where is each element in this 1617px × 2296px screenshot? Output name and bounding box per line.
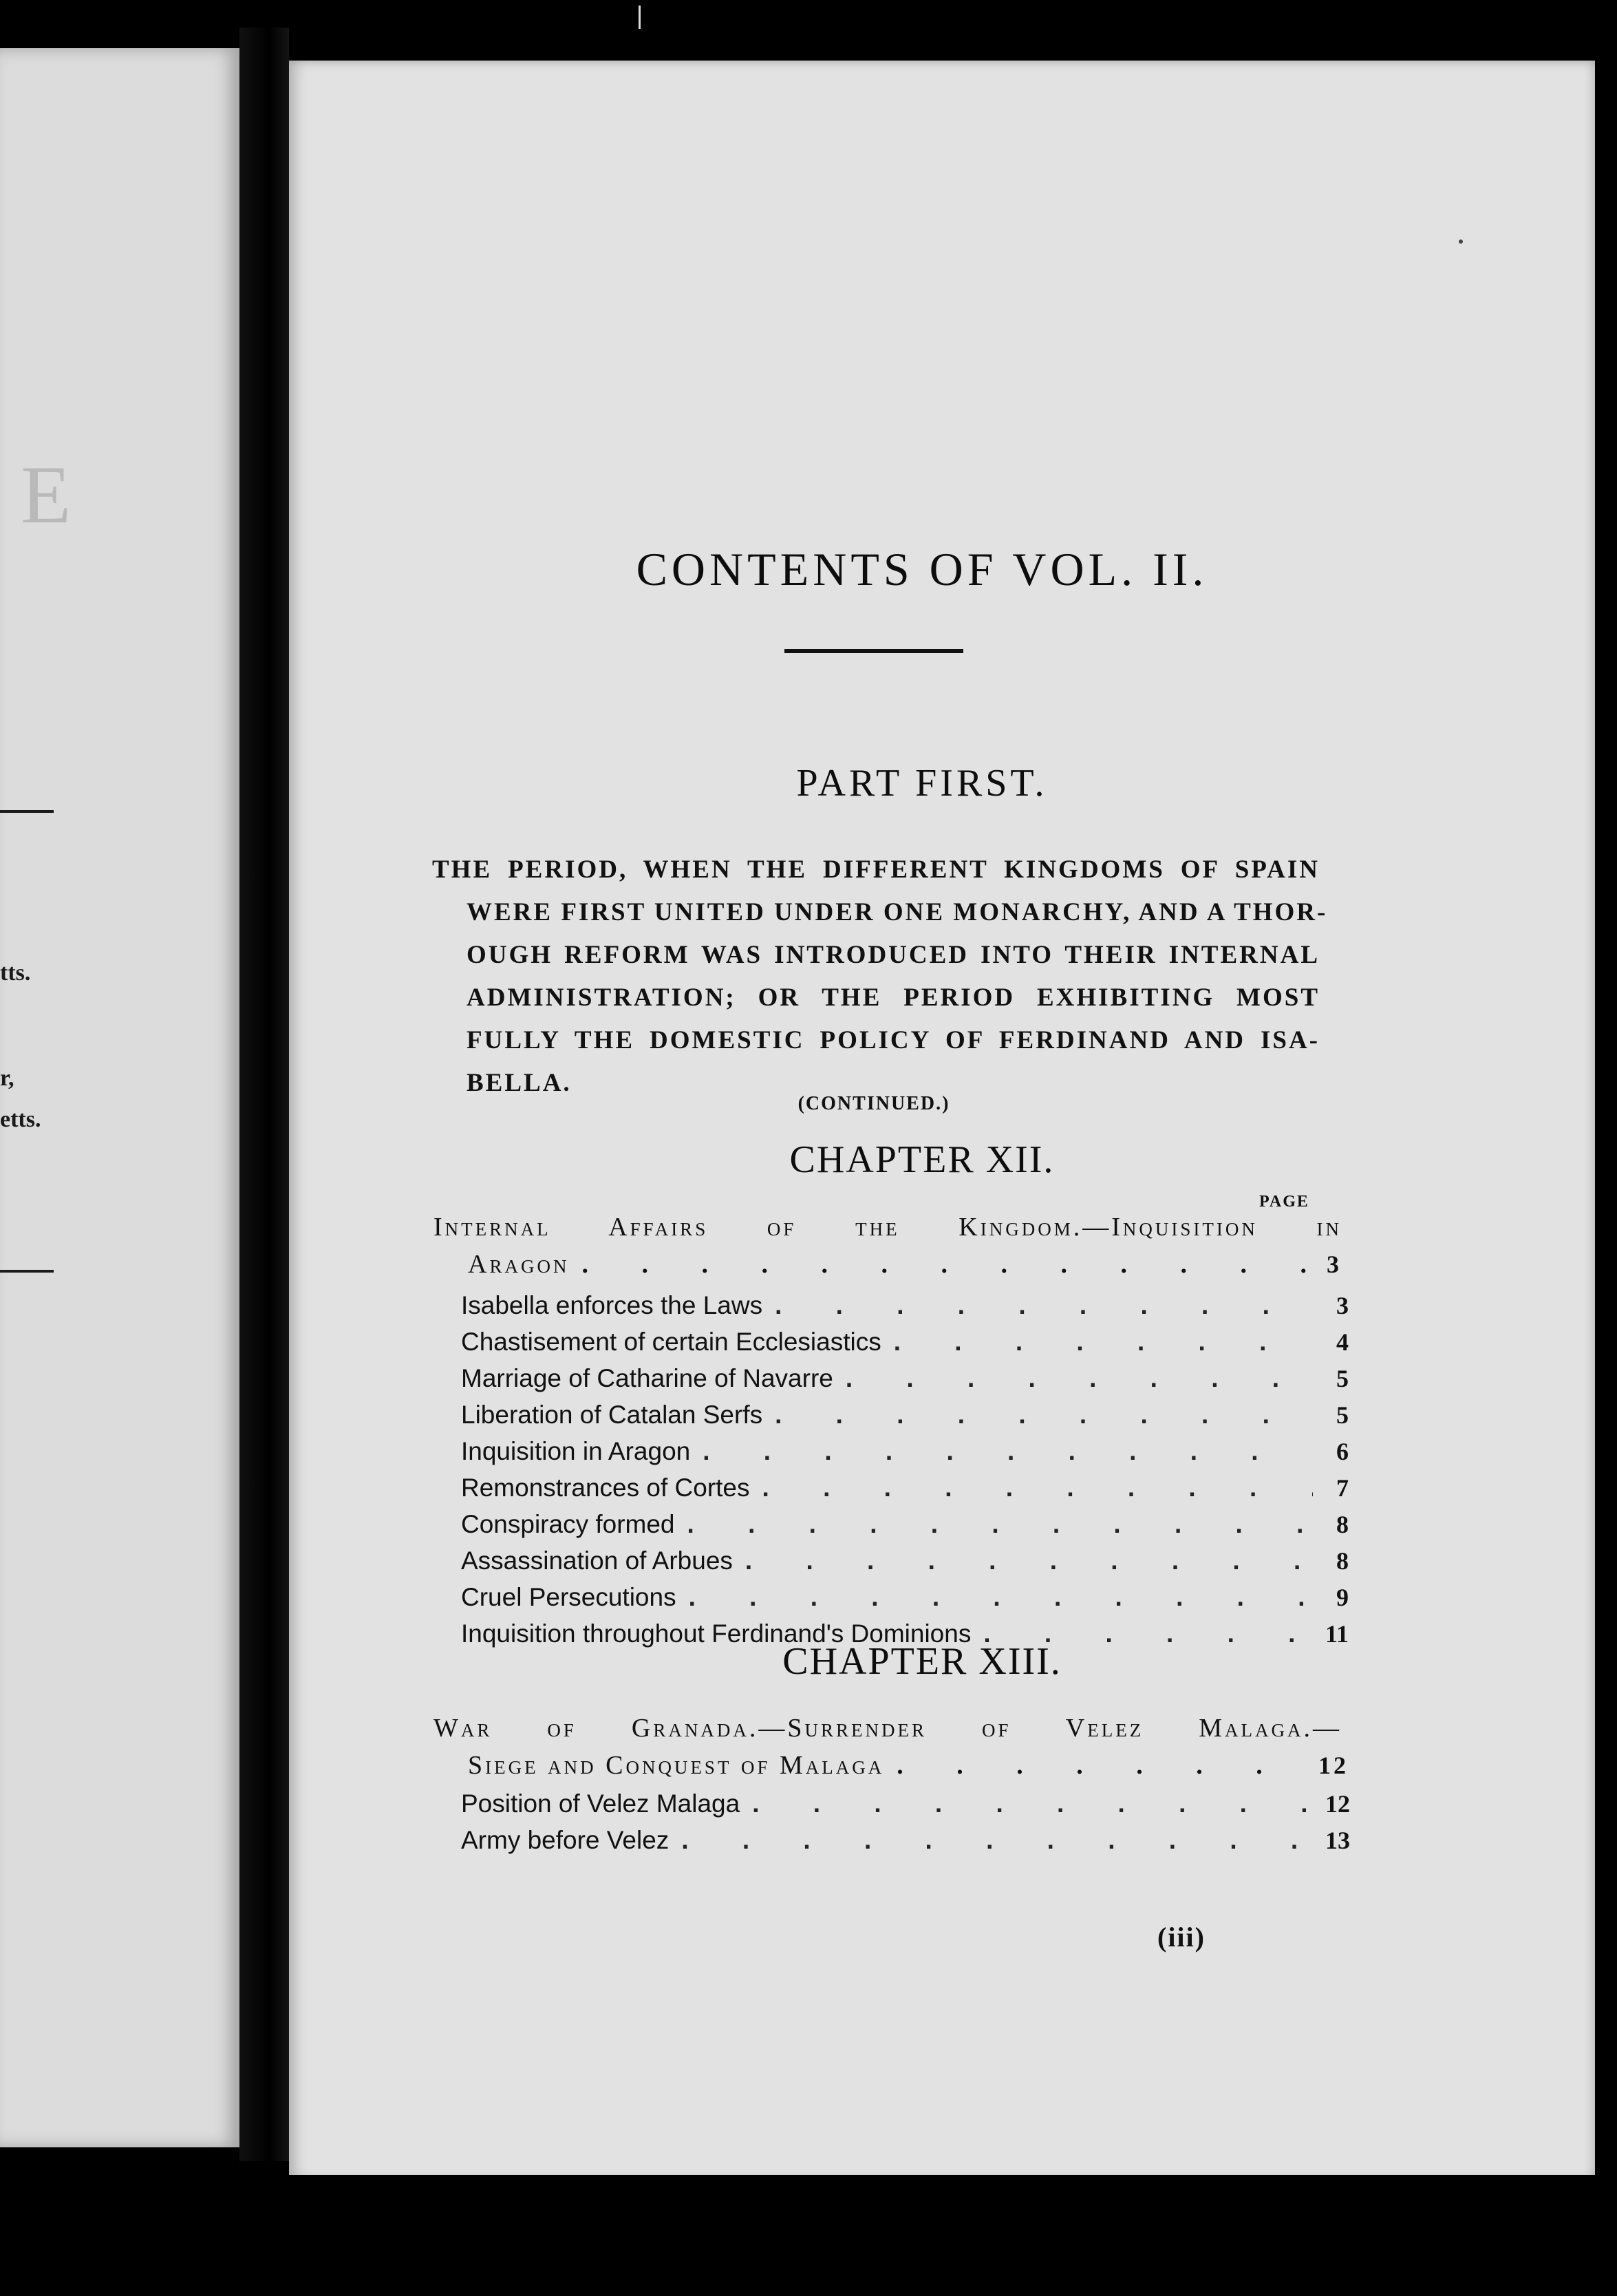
toc-entry-page: 4 [1336,1328,1349,1356]
description-line: WERE FIRST UNITED UNDER ONE MONARCHY, AND A THOR- [467,898,1328,926]
facing-page-letter-fragment: E [21,449,72,540]
description-line: BELLA. [467,1069,572,1097]
toc-entry-page: 9 [1336,1584,1349,1611]
chapter-heading: CHAPTER XIII. [782,1640,1062,1683]
description-line: OUGH REFORM WAS INTRODUCED INTO THEIR INTERNAL [467,941,1320,969]
summary-text: Aragon [468,1250,570,1279]
dot-leader [894,1328,1313,1357]
scan-border [0,2175,1617,2296]
toc-entry-label: Cruel Persecutions [461,1583,676,1611]
toc-entry-page: 6 [1336,1438,1349,1465]
scan-artifact [639,6,641,29]
dot-leader [681,1826,1313,1855]
description-line: ADMINISTRATION; OR THE PERIOD EXHIBITING MOST [467,984,1320,1012]
toc-entry-label: Assassination of Arbues [461,1546,733,1575]
dot-leader [846,1364,1313,1393]
summary-line [433,1747,1349,1784]
summary-text: War of Granada.—Surrender of Velez Malaga.— [433,1714,1342,1743]
toc-entry-label: Liberation of Catalan Serfs [461,1401,763,1429]
summary-text: Internal Affairs of the Kingdom.—Inquisition in [433,1213,1342,1242]
toc-entry-label: Remonstrances of Cortes [461,1474,750,1502]
dot-leader [762,1474,1313,1502]
toc-entry-label: Chastisement of certain Ecclesiastics [461,1328,881,1356]
toc-entry [461,1546,1349,1583]
dot-leader [752,1789,1313,1818]
title-rule [784,649,963,653]
toc-entry [461,1364,1349,1401]
toc-entry [461,1474,1349,1510]
summary-line [433,1710,1342,1747]
toc-entry-page: 7 [1336,1474,1349,1502]
toc-entry-label: Position of Velez Malaga [461,1789,740,1818]
toc-entry [461,1789,1349,1826]
summary-line [433,1246,1342,1283]
page-folio: (iii) [1157,1922,1206,1953]
dot-leader [689,1583,1313,1612]
toc-entry-label: Conspiracy formed [461,1510,675,1538]
facing-page-text-fragment: tts. [0,960,31,986]
summary-line [433,1209,1342,1246]
toc-entry-label: Isabella enforces the Laws [461,1291,763,1319]
toc-entry [461,1510,1349,1546]
toc-entry-label: Army before Velez [461,1826,670,1854]
toc-entry-page: 12 [1325,1790,1350,1818]
chapter-summary [433,1710,1349,1784]
toc-entry [461,1826,1349,1862]
dot-leader [703,1437,1313,1466]
summary-page-number: 3 [1327,1251,1342,1278]
dot-leader [775,1401,1313,1429]
toc-entry-page: 13 [1325,1827,1350,1854]
toc-entry [461,1291,1349,1328]
description-line: FULLY THE DOMESTIC POLICY OF FERDINAND AND ISA- [467,1026,1320,1054]
page-column-label: PAGE [1259,1193,1309,1211]
dot-leader [581,1246,1306,1283]
paper-speck [1459,240,1463,244]
chapter-heading: CHAPTER XII. [789,1138,1055,1181]
summary-page-number: 12 [1318,1752,1349,1779]
toc-entry-page: 8 [1336,1511,1349,1538]
toc-entry [461,1401,1349,1437]
dot-leader [745,1546,1313,1575]
part-description [432,849,1602,1105]
toc-entry-page: 3 [1336,1292,1349,1319]
summary-text: Siege and Conquest of Malaga [468,1751,885,1780]
toc-entry [461,1328,1349,1364]
toc-list [461,1789,1349,1862]
continued-note: (CONTINUED.) [797,1093,950,1114]
toc-entry-label: Marriage of Catharine of Navarre [461,1364,833,1392]
facing-page-text-fragment: r, [0,1065,14,1091]
toc-entry-page: 5 [1336,1365,1349,1392]
part-heading: PART FIRST. [796,762,1048,805]
book-gutter [239,28,289,2161]
page-title: CONTENTS OF VOL. II. [636,543,1208,595]
dot-leader [687,1510,1313,1539]
toc-entry-label: Inquisition in Aragon [461,1437,691,1465]
toc-entry [461,1583,1349,1619]
toc-entry-page: 8 [1336,1547,1349,1575]
facing-page-rule [0,810,54,813]
dot-leader [897,1747,1306,1784]
toc-entry [461,1437,1349,1474]
contents-page [289,61,1595,2180]
dot-leader [775,1291,1313,1320]
facing-page-edge [0,48,239,2147]
description-line: THE PERIOD, WHEN THE DIFFERENT KINGDOMS OF SPAIN [432,855,1320,884]
toc-entry-page: 11 [1325,1620,1349,1648]
chapter-summary [433,1209,1342,1283]
facing-page-rule [0,1270,54,1273]
facing-page-text-fragment: etts. [0,1107,41,1132]
toc-entry-page: 5 [1336,1401,1349,1429]
toc-list [461,1291,1349,1656]
toc-entry-label: Inquisition throughout Ferdinand's Dominions [461,1619,972,1648]
